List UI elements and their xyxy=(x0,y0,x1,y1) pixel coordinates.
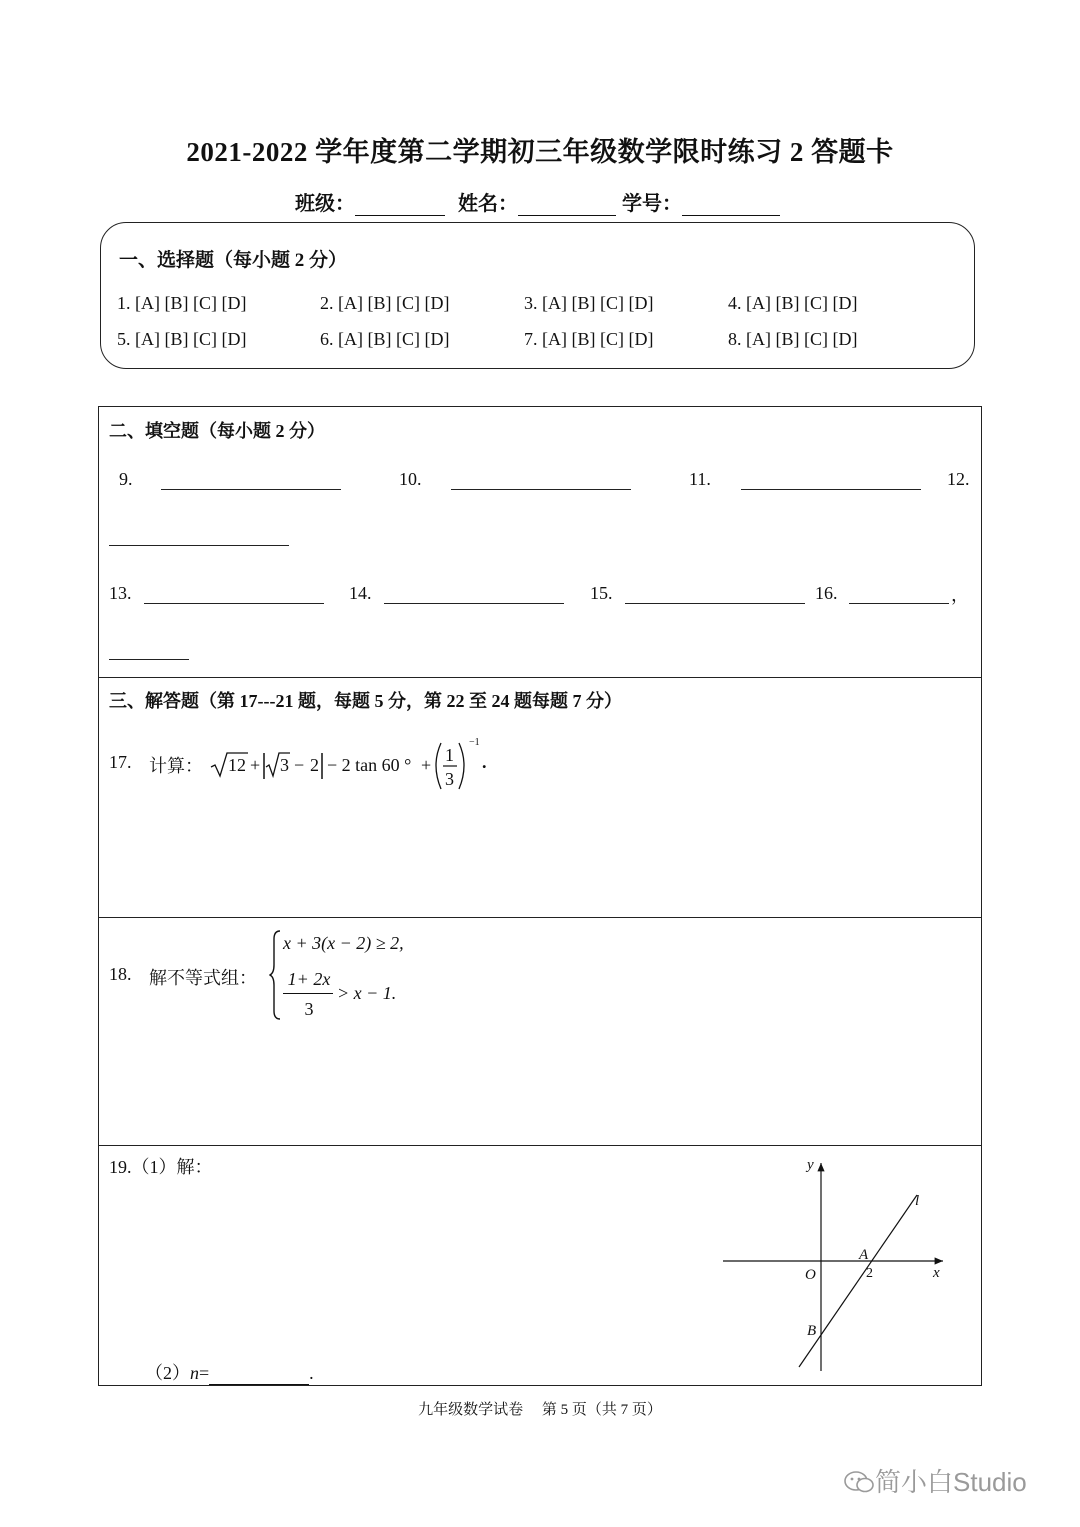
svg-text:12: 12 xyxy=(228,755,246,775)
section3-title: 三、解答题（第 17---21 题，每题 5 分，第 22 至 24 题每题 7 分） xyxy=(109,691,622,711)
q18-frac-num: 1+ 2x xyxy=(287,969,331,989)
mc-item-4[interactable]: 4. [A] [B] [C] [D] xyxy=(728,293,858,313)
svg-text:3: 3 xyxy=(280,755,289,775)
watermark-text: 简小白Studio xyxy=(875,1467,1027,1497)
q19-part2-label: （2） xyxy=(145,1363,190,1383)
q18-label: 解不等式组： xyxy=(149,968,257,988)
answer-grid xyxy=(98,406,982,1386)
class-label: 班级： xyxy=(295,193,355,215)
mc-item-2[interactable]: 2. [A] [B] [C] [D] xyxy=(320,293,450,313)
page-footer: 九年级数学试卷 第 5 页（共 7 页） xyxy=(418,1402,662,1418)
svg-text:+: + xyxy=(250,755,261,775)
q12-number: 12. xyxy=(947,469,970,489)
id-input[interactable] xyxy=(682,195,780,216)
q11-number: 11. xyxy=(689,469,711,489)
q9-number: 9. xyxy=(119,469,133,489)
q13-answer-line[interactable] xyxy=(144,603,324,604)
name-field xyxy=(458,187,616,216)
multiple-choice-box xyxy=(100,222,975,369)
mc-item-1[interactable]: 1. [A] [B] [C] [D] xyxy=(117,293,247,313)
x-label: x xyxy=(933,1265,940,1281)
q19-var: n xyxy=(190,1363,199,1383)
svg-text:3: 3 xyxy=(445,769,454,789)
q15-answer-line[interactable] xyxy=(625,603,805,604)
id-label: 学号： xyxy=(622,193,682,215)
mc-item-3[interactable]: 3. [A] [B] [C] [D] xyxy=(524,293,654,313)
q11-answer-line[interactable] xyxy=(741,489,921,490)
q18-line1: x + 3(x − 2) ≥ 2, xyxy=(283,933,404,953)
divider xyxy=(99,917,981,918)
q12-answer-line[interactable] xyxy=(109,545,289,546)
q19-number: 19.（1）解： xyxy=(109,1157,213,1177)
y-label: y xyxy=(807,1157,814,1173)
q17-number: 17. xyxy=(109,752,132,772)
q18-number: 18. xyxy=(109,964,132,984)
q16-answer-line-1[interactable] xyxy=(849,603,949,604)
origin-label: O xyxy=(805,1267,816,1283)
q18-frac-den: 3 xyxy=(304,999,314,1019)
svg-text:1: 1 xyxy=(445,745,454,765)
q9-answer-line[interactable] xyxy=(161,489,341,490)
q14-number: 14. xyxy=(349,583,372,603)
svg-text:− 2 tan 60 °: − 2 tan 60 ° xyxy=(327,755,412,775)
class-input[interactable] xyxy=(355,195,445,216)
page-title: 2021-2022 学年度第二学期初三年级数学限时练习 2 答题卡 xyxy=(186,137,894,167)
q18-brace xyxy=(269,927,281,1022)
q19-part2: （2）n= . xyxy=(145,1363,314,1383)
q16-number: 16. xyxy=(815,583,838,603)
mc-item-5[interactable]: 5. [A] [B] [C] [D] xyxy=(117,329,247,349)
section2-title: 二、填空题（每小题 2 分） xyxy=(109,421,325,441)
id-field xyxy=(622,187,780,216)
q17-label: 计算： xyxy=(149,756,203,776)
mc-item-6[interactable]: 6. [A] [B] [C] [D] xyxy=(320,329,450,349)
q16-comma: ， xyxy=(951,585,969,605)
q10-answer-line[interactable] xyxy=(451,489,631,490)
divider xyxy=(99,1145,981,1146)
line-l xyxy=(799,1193,920,1367)
q16-answer-line-2[interactable] xyxy=(109,659,189,660)
point-b-label: B xyxy=(807,1323,817,1339)
q17-end: . xyxy=(482,752,487,772)
watermark xyxy=(843,1462,1027,1499)
point-a-label: A xyxy=(859,1247,869,1263)
line-l-label: l xyxy=(915,1193,920,1209)
q10-number: 10. xyxy=(399,469,422,489)
q19-answer-line[interactable] xyxy=(209,1366,309,1385)
tick-2-label: 2 xyxy=(866,1266,873,1281)
q18-line2-rest: > x − 1. xyxy=(337,983,397,1003)
svg-text:2: 2 xyxy=(310,755,319,775)
name-label: 姓名： xyxy=(458,193,518,215)
class-field xyxy=(295,187,445,216)
svg-text:−1: −1 xyxy=(469,737,480,748)
divider xyxy=(99,677,981,678)
svg-text:−: − xyxy=(294,755,305,775)
q17-expression xyxy=(209,735,499,795)
wechat-icon xyxy=(843,1469,875,1495)
svg-text:+: + xyxy=(421,755,432,775)
q13-number: 13. xyxy=(109,583,132,603)
coordinate-graph xyxy=(719,1155,959,1375)
section1-title: 一、选择题（每小题 2 分） xyxy=(119,250,348,271)
q14-answer-line[interactable] xyxy=(384,603,564,604)
q15-number: 15. xyxy=(590,583,613,603)
mc-item-8[interactable]: 8. [A] [B] [C] [D] xyxy=(728,329,858,349)
q18-frac-bar xyxy=(283,993,333,994)
name-input[interactable] xyxy=(518,195,616,216)
q19-eq: = xyxy=(199,1363,210,1383)
mc-item-7[interactable]: 7. [A] [B] [C] [D] xyxy=(524,329,654,349)
